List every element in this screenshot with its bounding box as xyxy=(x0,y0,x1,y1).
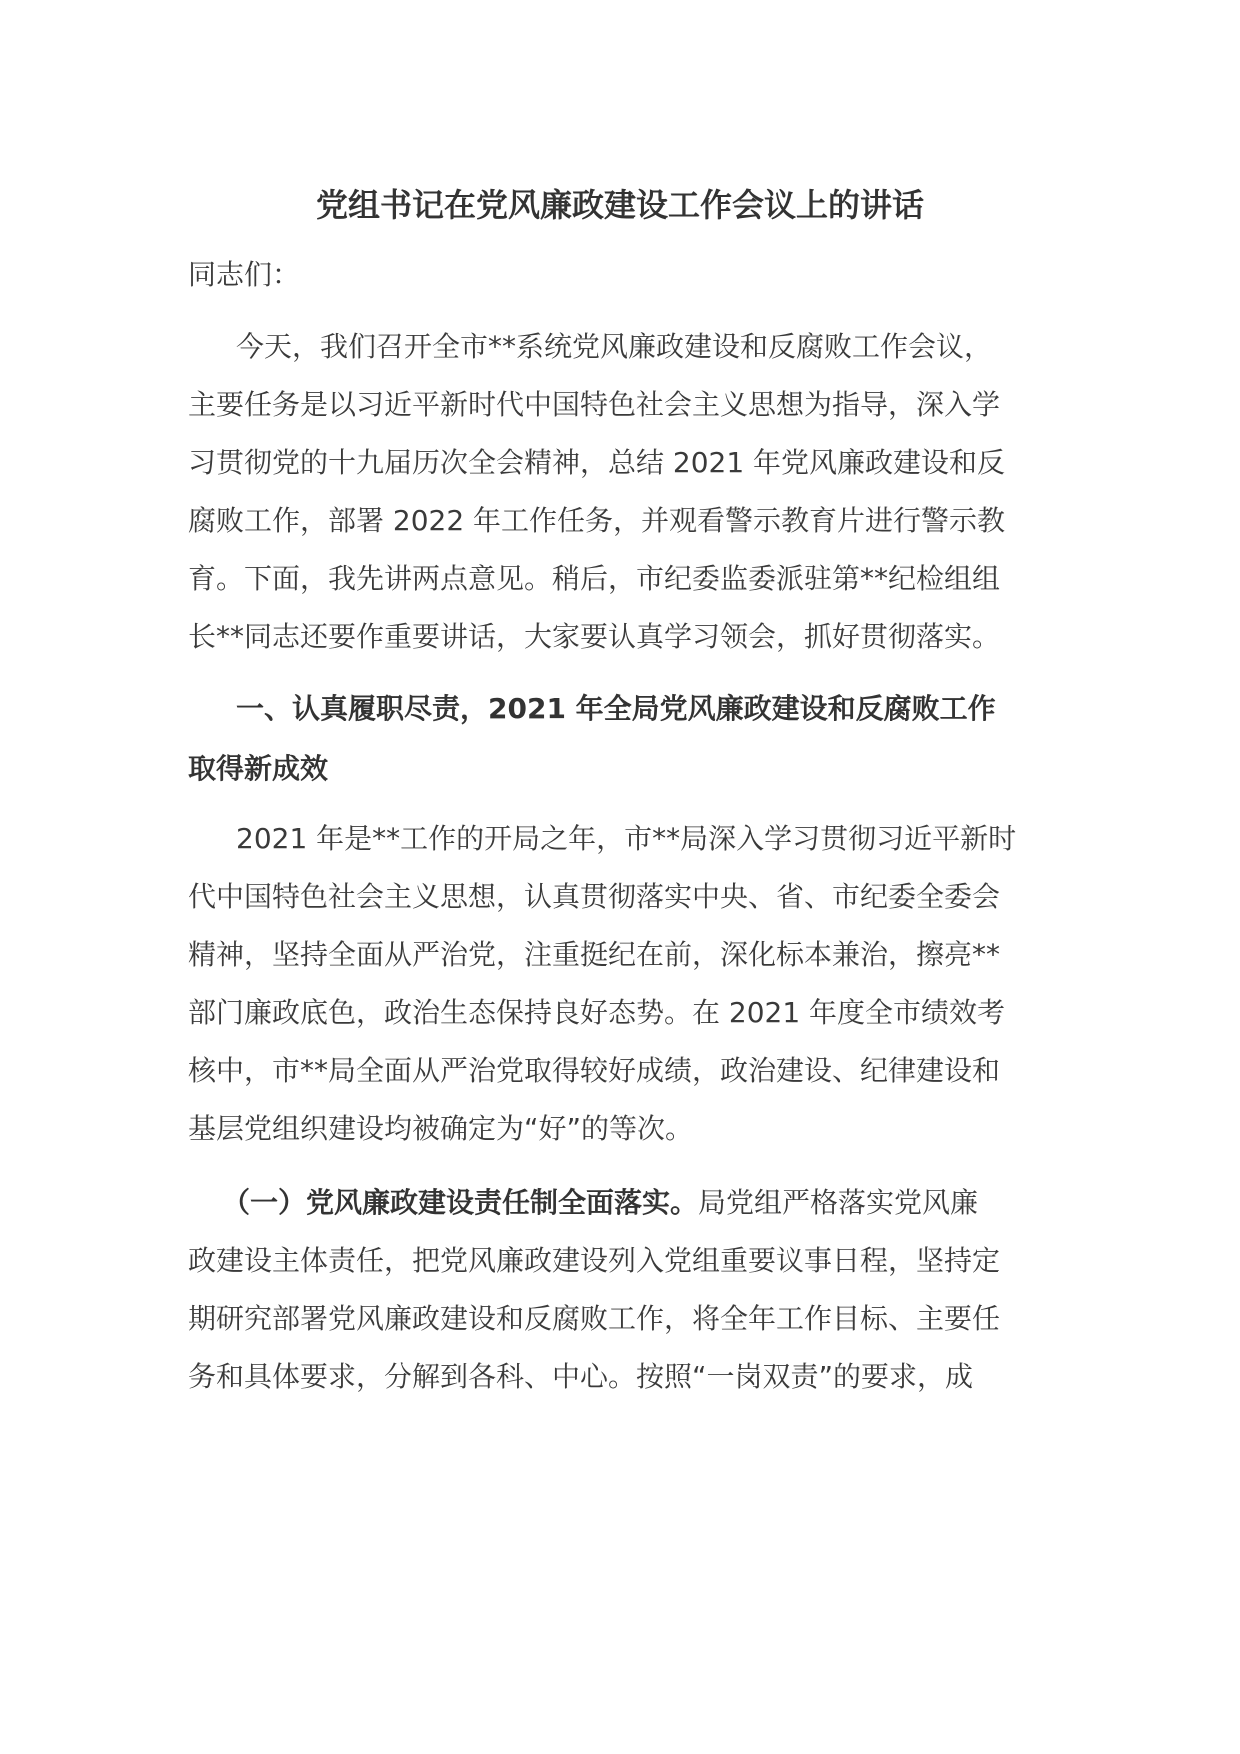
paragraph-line: 期研究部署党风廉政建设和反腐败工作，将全年工作目标、主要任 xyxy=(188,1302,1001,1335)
document-title: 党组书记在党风廉政建设工作会议上的讲话 xyxy=(315,186,924,224)
paragraph-line: 今天，我们召开全市**系统党风廉政建设和反腐败工作会议， xyxy=(236,330,993,363)
paragraph-line: 代中国特色社会主义思想，认真贯彻落实中央、省、市纪委全委会 xyxy=(188,880,1001,913)
paragraph-line: 精神，坚持全面从严治党，注重挺纪在前，深化标本兼治，擦亮** xyxy=(188,938,1001,971)
paragraph-line: 2021 年是**工作的开局之年，市**局深入学习贯彻习近平新时 xyxy=(236,822,1017,855)
paragraph-line: 政建设主体责任，把党风廉政建设列入党组重要议事日程，坚持定 xyxy=(188,1244,1001,1277)
section-heading-continued: 取得新成效 xyxy=(188,752,329,785)
paragraph-line: 主要任务是以习近平新时代中国特色社会主义思想为指导，深入学 xyxy=(188,388,1001,421)
paragraph-line: 基层党组织建设均被确定为“好”的等次。 xyxy=(188,1112,694,1145)
section-heading: 一、认真履职尽责，2021 年全局党风廉政建设和反腐败工作 xyxy=(236,692,996,725)
subsection-text: 局党组严格落实党风廉 xyxy=(698,1186,979,1219)
subsection-line xyxy=(222,1183,978,1223)
paragraph-line: 习贯彻党的十九届历次全会精神，总结 2021 年党风廉政建设和反 xyxy=(188,446,1006,479)
subsection-heading: （一）党风廉政建设责任制全面落实。 xyxy=(222,1186,699,1219)
paragraph-line: 部门廉政底色，政治生态保持良好态势。在 2021 年度全市绩效考 xyxy=(188,996,1006,1029)
paragraph-line: 核中，市**局全面从严治党取得较好成绩，政治建设、纪律建设和 xyxy=(188,1054,1001,1087)
salutation: 同志们： xyxy=(188,258,301,291)
paragraph-line: 务和具体要求，分解到各科、中心。按照“一岗双责”的要求，成 xyxy=(188,1360,974,1393)
paragraph-line: 长**同志还要作重要讲话，大家要认真学习领会，抓好贯彻落实。 xyxy=(188,620,1001,653)
paragraph-line: 育。下面，我先讲两点意见。稍后，市纪委监委派驻第**纪检组组 xyxy=(188,562,1001,595)
paragraph-line: 腐败工作，部署 2022 年工作任务，并观看警示教育片进行警示教 xyxy=(188,504,1006,537)
